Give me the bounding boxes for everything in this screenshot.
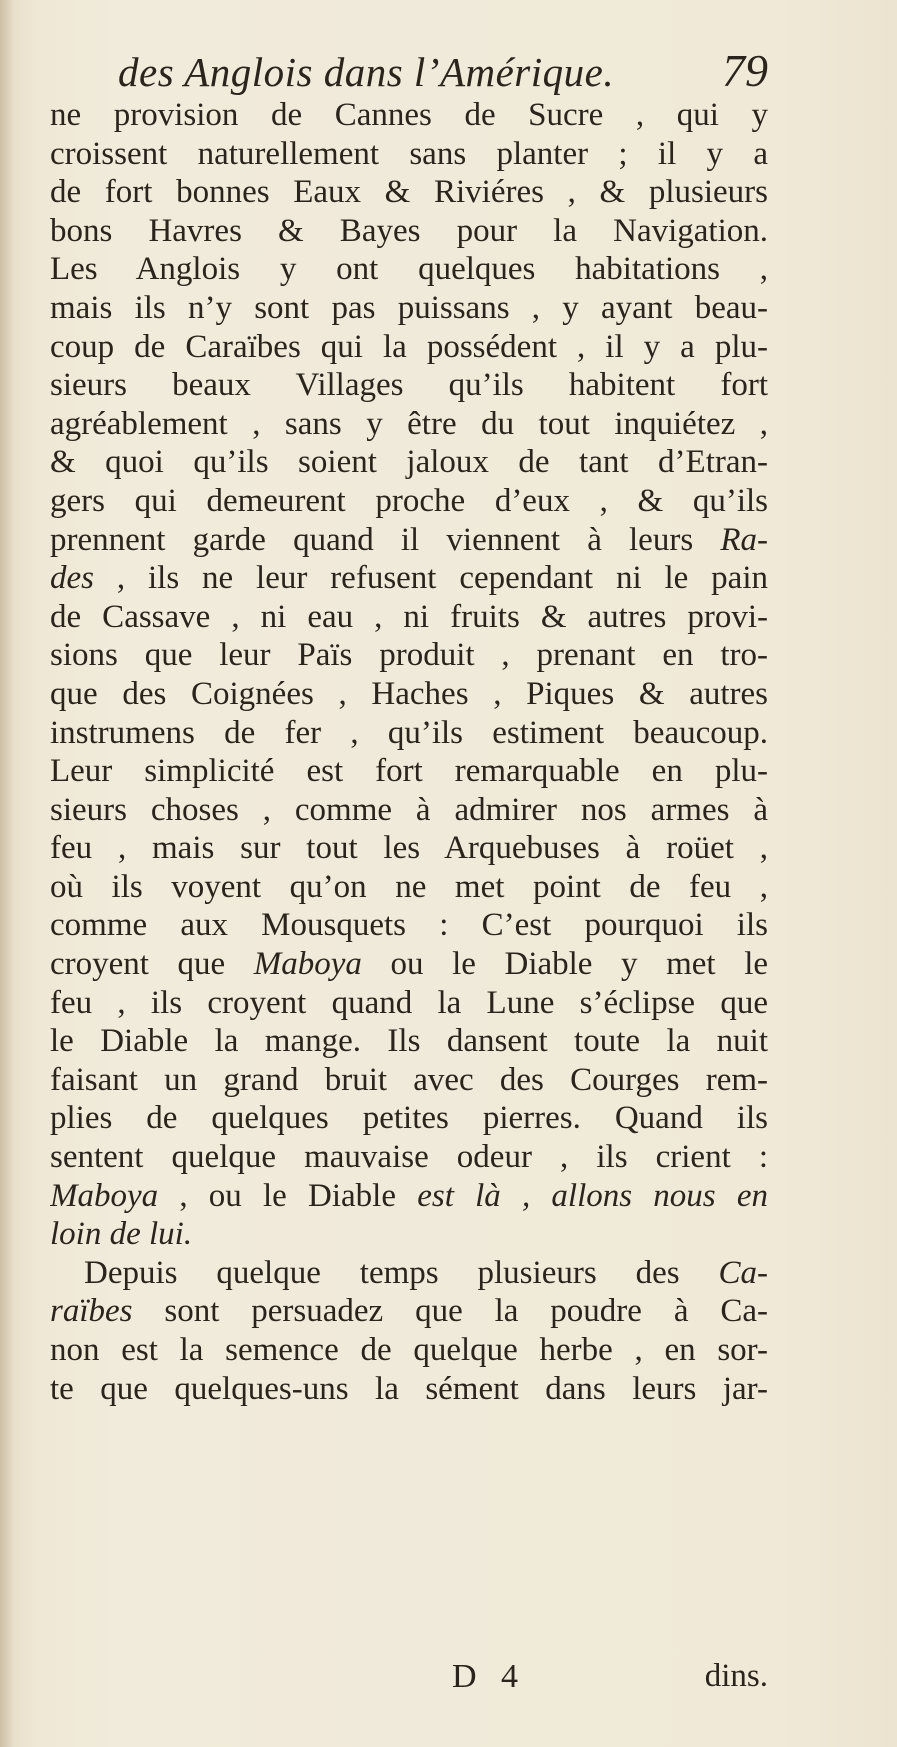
text-run: de fort bonnes Eaux & Riviéres , & plusieurs xyxy=(50,174,768,211)
text-run: sont persuadez que la poudre à Ca- xyxy=(132,1293,768,1330)
text-run: feu , ils croyent quand la Lune s’éclipse que xyxy=(50,984,768,1021)
text-run: , ils ne leur refusent cependant ni le pain xyxy=(94,560,768,597)
text-run: plies de quelques petites pierres. Quand ils xyxy=(50,1100,768,1137)
text-line xyxy=(50,714,768,753)
text-line xyxy=(50,250,768,289)
text-run: Depuis quelque temps plusieurs des xyxy=(84,1254,719,1291)
text-run: & quoi qu’ils soient jaloux de tant d’Etran- xyxy=(50,444,768,481)
text-line xyxy=(50,945,768,984)
text-line xyxy=(50,675,768,714)
text-run: mais ils n’y sont pas puissans , y ayant beau- xyxy=(50,289,768,326)
italic-text: est là , allons nous en xyxy=(417,1177,768,1214)
text-line xyxy=(50,829,768,868)
text-line xyxy=(50,443,768,482)
text-line xyxy=(50,173,768,212)
text-run: feu , mais sur tout les Arquebuses à roüet , xyxy=(50,830,768,867)
text-line xyxy=(50,752,768,791)
italic-text: des xyxy=(50,560,94,597)
text-line xyxy=(50,559,768,598)
text-line xyxy=(50,521,768,560)
text-run: comme aux Mousquets : C’est pourquoi ils xyxy=(50,907,768,944)
gutter-shadow xyxy=(0,0,14,1747)
text-run: , ou le Diable xyxy=(158,1177,418,1214)
italic-text: raïbes xyxy=(50,1293,133,1330)
body-text xyxy=(50,96,768,1656)
text-run: sieurs choses , comme à admirer nos armes à xyxy=(50,791,768,828)
text-run: faisant un grand bruit avec des Courges rem- xyxy=(50,1061,768,1098)
text-run: non est la semence de quelque herbe , en sor- xyxy=(50,1332,768,1368)
text-run: sions que leur Païs produit , prenant en tro- xyxy=(50,637,768,674)
text-run: bons Havres & Bayes pour la Navigation. xyxy=(50,212,768,249)
text-line xyxy=(50,96,768,135)
text-run: ne provision de Cannes de Sucre , qui y xyxy=(50,97,768,133)
italic-text: loin de lui. xyxy=(50,1216,193,1253)
text-line xyxy=(50,1370,768,1409)
text-line xyxy=(50,1331,768,1370)
text-run: que des Coignées , Haches , Piques & autres xyxy=(50,675,768,712)
text-line xyxy=(50,1138,768,1177)
text-line xyxy=(50,984,768,1023)
text-line xyxy=(50,1254,768,1293)
catchword: dins. xyxy=(704,1658,768,1694)
text-line xyxy=(50,289,768,328)
page-number: 79 xyxy=(722,45,768,96)
italic-text: Maboya xyxy=(253,946,362,983)
text-line xyxy=(50,598,768,637)
text-line xyxy=(50,791,768,830)
text-run: où ils voyent qu’on ne met point de feu , xyxy=(50,868,768,905)
text-line xyxy=(50,1177,768,1216)
page-footer xyxy=(50,1658,768,1702)
text-run: prennent garde quand il viennent à leurs xyxy=(50,521,721,558)
text-run: te que quelques-uns la sément dans leurs jar- xyxy=(50,1370,768,1407)
text-run: coup de Caraïbes qui la possédent , il y a plu- xyxy=(50,328,768,365)
italic-text: Maboya xyxy=(50,1177,159,1214)
text-line xyxy=(50,1061,768,1100)
text-run: croyent que xyxy=(50,946,254,983)
text-line xyxy=(50,366,768,405)
text-line xyxy=(50,868,768,907)
text-line xyxy=(50,906,768,945)
text-line xyxy=(50,636,768,675)
text-run: le Diable la mange. Ils dansent toute la nuit xyxy=(50,1023,768,1060)
text-run: croissent naturellement sans planter ; il y a xyxy=(50,135,768,172)
text-run: sentent quelque mauvaise odeur , ils crient : xyxy=(50,1139,768,1176)
text-run: de Cassave , ni eau , ni fruits & autres provi- xyxy=(50,598,768,635)
text-line xyxy=(50,328,768,367)
text-line xyxy=(50,135,768,174)
text-line xyxy=(50,1099,768,1138)
italic-text: Ca- xyxy=(718,1254,768,1291)
running-head-title: des Anglois dans l’Amérique. xyxy=(118,49,615,95)
signature-mark: D 4 xyxy=(452,1658,527,1695)
text-run: agréablement , sans y être du tout inquiétez , xyxy=(50,405,768,442)
text-run: sieurs beaux Villages qu’ils habitent fort xyxy=(50,367,768,404)
text-run: instrumens de fer , qu’ils estiment beaucoup. xyxy=(50,714,768,751)
text-line xyxy=(50,482,768,521)
text-line xyxy=(50,212,768,251)
italic-text: Ra- xyxy=(720,521,768,558)
text-run: Les Anglois y ont quelques habitations , xyxy=(50,251,768,288)
text-line xyxy=(50,1292,768,1331)
text-run: ou le Diable y met le xyxy=(361,946,768,983)
text-line xyxy=(50,405,768,444)
text-line xyxy=(50,1215,768,1254)
text-run: Leur simplicité est fort remarquable en plu- xyxy=(50,753,768,790)
text-run: gers qui demeurent proche d’eux , & qu’ils xyxy=(50,482,768,519)
text-line xyxy=(50,1022,768,1061)
